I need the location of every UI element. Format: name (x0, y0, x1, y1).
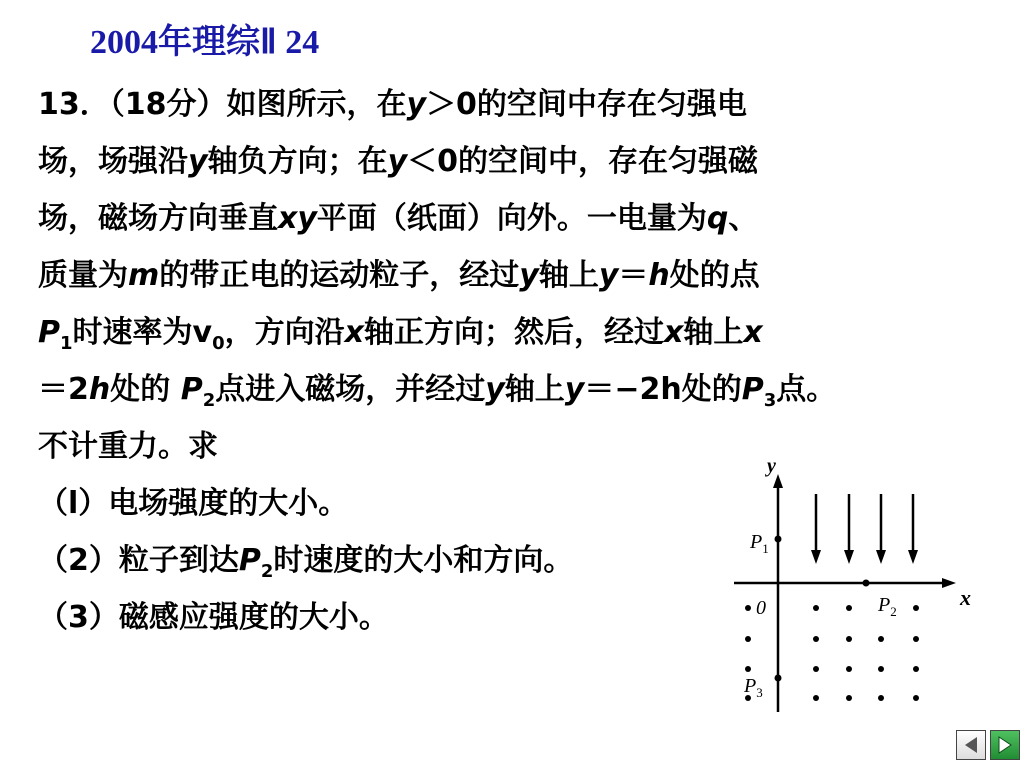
field-arrowhead (876, 550, 886, 564)
point-p1-label (749, 531, 769, 556)
var-x: x (663, 315, 684, 350)
slide-title: 2004年理综Ⅱ 24 (90, 24, 320, 61)
text: 时速率为v (72, 315, 213, 350)
var-h: h (88, 372, 111, 407)
var-x: x (743, 315, 763, 350)
problem-line-3 (38, 190, 998, 247)
text: 13．（18分）如图所示，在 (38, 87, 407, 122)
text: ＜0的空间中，存在匀强磁 (407, 144, 758, 179)
p1-letter: P (750, 531, 763, 553)
var-y: y (564, 372, 585, 407)
field-dot (913, 605, 919, 611)
subscript: 1 (60, 333, 73, 354)
var-m: m (128, 258, 160, 293)
field-dot (813, 636, 819, 642)
var-x: x (344, 315, 364, 350)
text: 点进入磁场，并经过 (215, 372, 486, 407)
text: 不计重力。求 (38, 429, 218, 464)
field-dot (745, 605, 751, 611)
subscript: 0 (212, 333, 225, 354)
field-dot (878, 695, 884, 701)
field-dot (813, 666, 819, 672)
field-dot (745, 636, 751, 642)
var-p: P (238, 543, 261, 578)
var-xy: xy (278, 201, 317, 236)
text: 、 (728, 201, 759, 236)
p1-subscript: 1 (762, 541, 769, 556)
var-p: P (741, 372, 764, 407)
problem-line-2 (38, 133, 998, 190)
field-dot (913, 695, 919, 701)
field-dot (813, 695, 819, 701)
text: ＞0的空间中存在匀强电 (426, 87, 747, 122)
text: 轴上 (683, 315, 744, 350)
var-p: P (38, 315, 60, 350)
field-arrowhead (811, 550, 821, 564)
field-dot (878, 666, 884, 672)
p2-letter: P (878, 594, 891, 616)
text: 处的 (110, 372, 181, 407)
x-axis-label: x (960, 585, 971, 610)
var-y: y (387, 144, 408, 179)
play-back-icon (957, 731, 985, 759)
field-dot (913, 666, 919, 672)
text: ，方向沿 (224, 315, 345, 350)
x-axis-arrow (942, 578, 956, 588)
y-axis-label: y (767, 455, 776, 477)
text: ＝ (618, 258, 649, 293)
field-dot (846, 666, 852, 672)
var-q: q (706, 201, 729, 236)
subscript: 3 (763, 390, 777, 411)
field-diagram (728, 452, 988, 712)
field-dot (813, 605, 819, 611)
text: 轴上 (538, 258, 599, 293)
point-p2 (863, 580, 870, 587)
p2-subscript: 2 (890, 604, 897, 619)
p3-subscript: 3 (756, 685, 763, 700)
var-y: y (519, 258, 539, 293)
var-p: P (180, 372, 203, 407)
field-arrowhead (908, 550, 918, 564)
play-forward-icon (991, 731, 1019, 759)
origin-label: 0 (756, 597, 766, 619)
field-dot (745, 666, 751, 672)
var-y: y (598, 258, 619, 293)
point-p2-label (877, 594, 897, 619)
text: 质量为 (38, 258, 128, 293)
text: ＝2 (38, 372, 89, 407)
field-dot (878, 636, 884, 642)
text: 轴上 (504, 372, 565, 407)
text: 轴正方向；然后，经过 (363, 315, 664, 350)
text: （2）粒子到达 (38, 543, 239, 578)
problem-line-5 (38, 304, 998, 361)
text: 的带正电的运动粒子，经过 (159, 258, 520, 293)
problem-line-4 (38, 247, 998, 304)
text: 处的点 (669, 258, 760, 293)
text: ＝−2h处的 (584, 372, 742, 407)
var-y: y (188, 144, 208, 179)
text: 平面（纸面）向外。一电量为 (316, 201, 707, 236)
text: 场，磁场方向垂直 (38, 201, 278, 236)
field-dot (846, 695, 852, 701)
text: （l）电场强度的大小。 (38, 486, 349, 521)
text: 场，场强沿 (38, 144, 188, 179)
subscript: 2 (202, 390, 216, 411)
subscript: 2 (260, 561, 274, 582)
electric-field-arrows (811, 494, 918, 564)
field-dot (846, 636, 852, 642)
point-p3 (775, 675, 782, 682)
field-dot (846, 605, 852, 611)
previous-slide-button[interactable] (956, 730, 986, 760)
var-y: y (485, 372, 505, 407)
next-slide-button[interactable] (990, 730, 1020, 760)
problem-line-1 (38, 76, 998, 133)
p3-letter: P (744, 675, 757, 697)
text: 轴负方向；在 (207, 144, 388, 179)
point-p1 (775, 536, 782, 543)
problem-line-6 (38, 361, 998, 418)
var-h: h (648, 258, 670, 293)
text: 时速度的大小和方向。 (273, 543, 574, 578)
point-p3-label (743, 675, 763, 700)
var-y: y (406, 87, 427, 122)
field-arrowhead (844, 550, 854, 564)
field-dot (913, 636, 919, 642)
text: （3）磁感应强度的大小。 (38, 600, 389, 635)
text: 点。 (776, 372, 837, 407)
magnetic-field-dots (745, 605, 919, 701)
